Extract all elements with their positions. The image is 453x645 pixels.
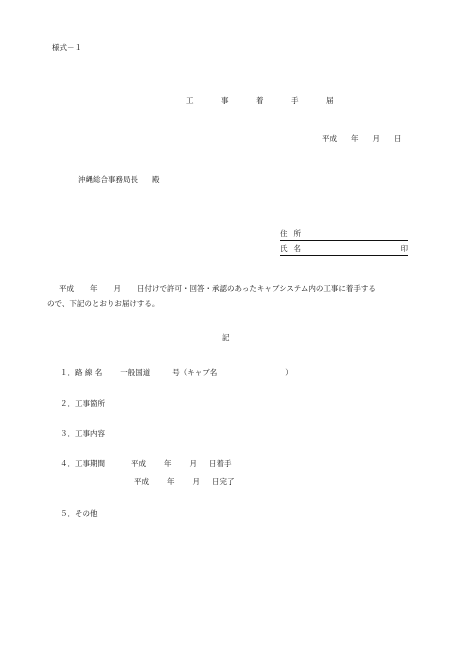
item-route [60, 369, 293, 377]
address-line [280, 228, 408, 241]
seal-mark: 印 [400, 244, 408, 253]
name-line [280, 243, 408, 256]
body-line2: ので、下記のとおりお届けする。 [47, 299, 160, 308]
route-close-paren: ） [285, 368, 293, 377]
item-other: ５．その他 [60, 509, 98, 518]
item-period-start [60, 460, 232, 468]
submission-date [322, 135, 402, 143]
applicant-block [280, 228, 408, 256]
route-road-type: 一般国道 [120, 368, 151, 377]
route-label: １．路 線 名 [60, 368, 103, 377]
form-number: 様式－１ [52, 43, 82, 52]
route-number-suffix: 号（キャブ名 [172, 368, 218, 377]
body-year-unit: 年 [90, 284, 98, 293]
body-era: 平成 [59, 284, 74, 293]
name-label: 氏名 [280, 244, 307, 253]
item-content: ３．工事内容 [60, 429, 105, 438]
end-year-unit: 年 [167, 477, 175, 486]
body-month-unit: 月 [113, 284, 121, 293]
item-location: ２．工事箇所 [60, 399, 105, 408]
start-year-unit: 年 [164, 459, 172, 468]
addressee-honorific: 殿 [152, 175, 160, 184]
date-month-unit: 月 [372, 134, 380, 143]
body-line1: 日付けで許可・回答・承認のあったキャブシステム内の工事に着手する [137, 284, 376, 293]
date-day-unit: 日 [394, 134, 402, 143]
start-day-suffix: 日着手 [209, 459, 232, 468]
ki-heading: 記 [222, 333, 230, 342]
end-month-unit: 月 [192, 477, 200, 486]
addressee-name: 沖縄総合事務局長 [78, 175, 138, 184]
addressee [78, 176, 160, 184]
item-period-end [134, 478, 235, 486]
end-day-suffix: 日完了 [212, 477, 235, 486]
start-era: 平成 [131, 459, 146, 468]
end-era: 平成 [134, 477, 149, 486]
date-year-unit: 年 [351, 134, 359, 143]
period-label: ４．工事期間 [60, 459, 105, 468]
body-paragraph [47, 281, 417, 311]
document-title: 工 事 着 手 届 [186, 96, 344, 105]
date-era: 平成 [322, 134, 337, 143]
address-label: 住所 [280, 229, 307, 238]
start-month-unit: 月 [189, 459, 197, 468]
